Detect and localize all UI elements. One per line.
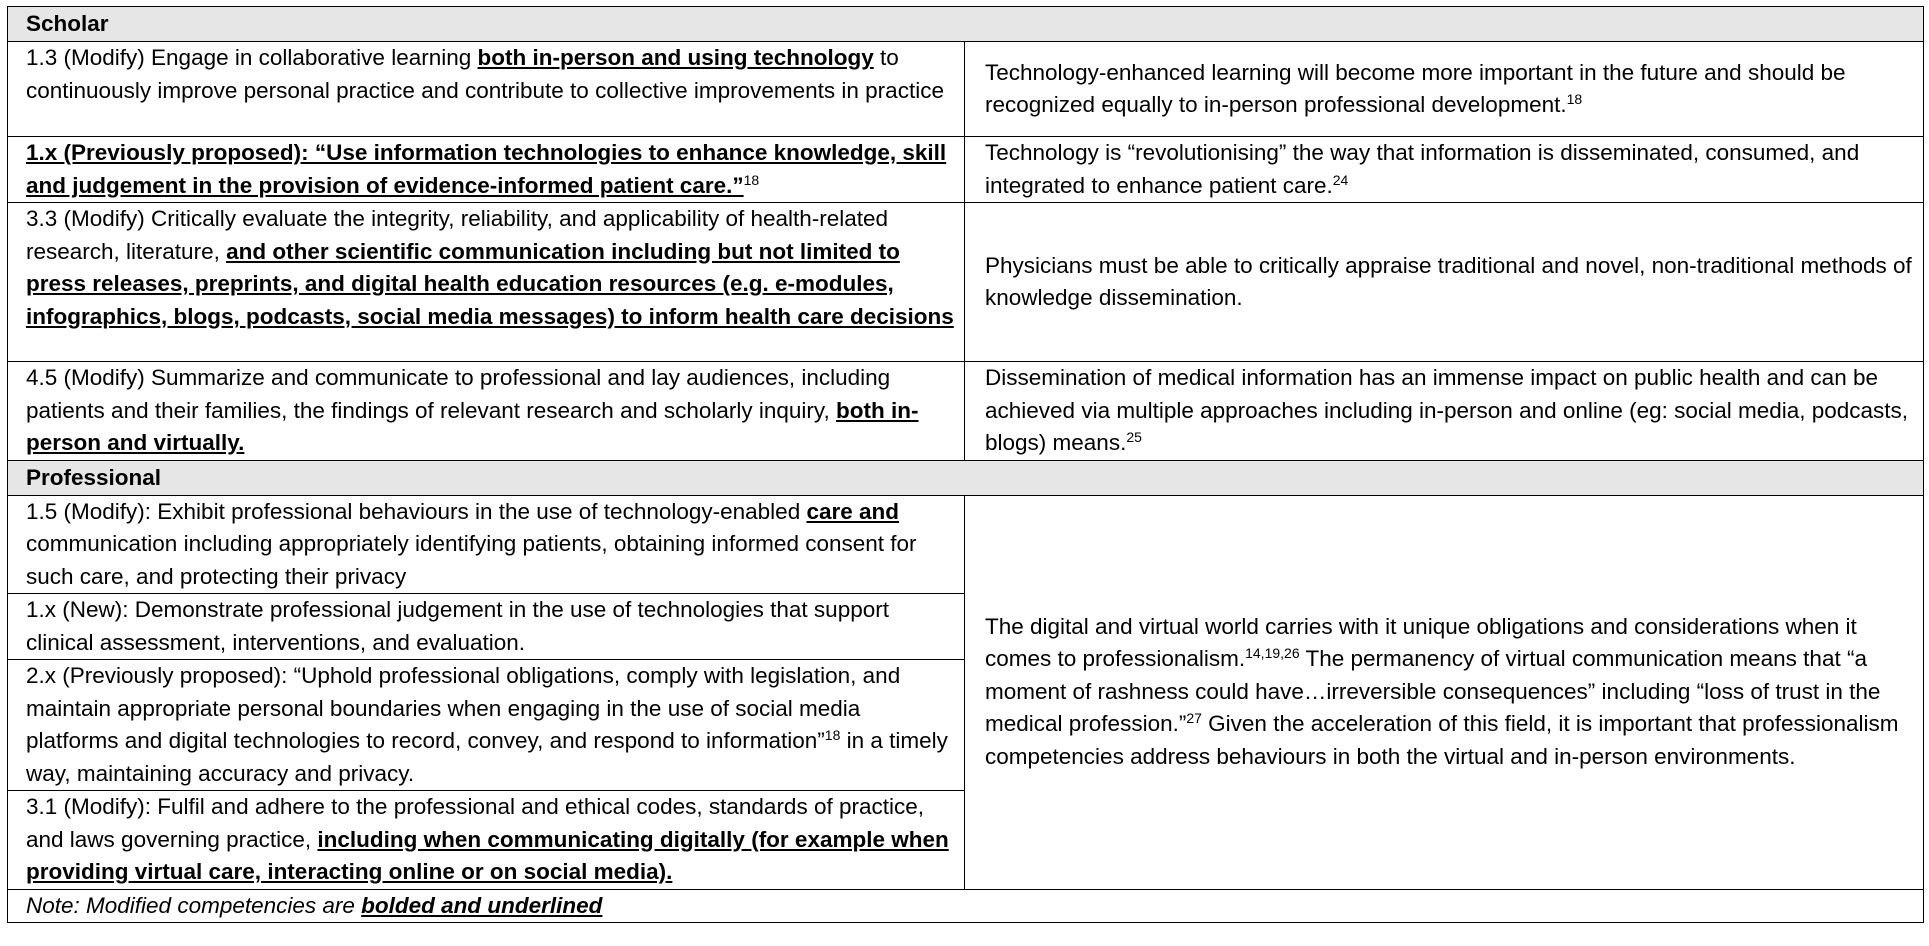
note-prefix: Note: Modified competencies are <box>26 892 362 918</box>
rationale-cell <box>965 495 1924 889</box>
citation-superscript: 25 <box>1126 429 1142 445</box>
section-header-professional <box>8 460 1924 495</box>
text-segment: Technology is “revolutionising” the way that information is disseminated, consumed, and integrated to enhance patient care. <box>985 140 1860 198</box>
citation-superscript: 18 <box>743 171 760 188</box>
text-segment: 4.5 (Modify) Summarize and communicate to professional and lay audiences, including patients and their families, the findings of relevant research and scholarly inquiry, <box>26 365 891 423</box>
competency-cell <box>8 203 965 362</box>
modified-text: care and <box>806 498 900 524</box>
text-segment: 1.3 (Modify) Engage in collaborative learning <box>26 45 478 70</box>
competency-table-wrapper <box>7 6 1923 923</box>
rationale-cell <box>965 203 1924 362</box>
text-segment: Physicians must be able to critically appraise traditional and novel, non-traditional methods of knowledge dissemination. <box>985 252 1912 310</box>
modified-text: and other scientific communication including but not limited to press releases, preprints, and digital health education resources (e.g. e-modules, infographics, blogs, podcasts, social media messages) to inform health care decisions <box>26 238 954 329</box>
note-row <box>8 889 1924 923</box>
modified-text: both in-person and virtually. <box>26 397 919 455</box>
text-segment: communication including appropriately identifying patients, obtaining informed consent for such care, and protecting their privacy <box>26 531 917 589</box>
footnote <box>8 889 1924 923</box>
text-segment: 3.3 (Modify) Critically evaluate the integrity, reliability, and applicability of health-related research, literature, <box>26 206 889 264</box>
competency-cell <box>8 137 965 203</box>
modified-text: 1.x (Previously proposed): “Use information technologies to enhance knowledge, skill and judgement in the provision of evidence-informed patient care.” <box>26 140 947 198</box>
text-segment: Technology-enhanced learning will become more important in the future and should be recognized equally to in-person professional development. <box>985 59 1846 117</box>
text-segment: 1.5 (Modify): Exhibit professional behaviours in the use of technology-enabled <box>26 498 807 524</box>
section-header-scholar <box>8 7 1924 42</box>
competency-cell <box>8 791 965 890</box>
competency-table <box>7 6 1924 923</box>
competency-cell <box>8 42 965 137</box>
citation-superscript: 18 <box>824 727 841 743</box>
table-row <box>8 362 1924 461</box>
rationale-cell <box>965 137 1924 203</box>
modified-text: both in-person and using technology <box>477 45 874 70</box>
text-segment: Given the acceleration of this field, it is important that professionalism competencies address behaviours in both the virtual and in-person environments. <box>985 711 1899 769</box>
text-segment: The permanency of virtual communication means that “a moment of rashness could have…irreversible consequences” including “loss of trust in the medical profession.” <box>985 646 1881 737</box>
table-row <box>8 495 1924 594</box>
text-segment: The digital and virtual world carries with it unique obligations and considerations when it comes to professionalism. <box>985 613 1857 672</box>
table-row <box>8 42 1924 137</box>
text-segment: in a timely way, maintaining accuracy and privacy. <box>26 728 948 786</box>
competency-cell <box>8 495 965 594</box>
rationale-cell <box>965 362 1924 461</box>
table-row <box>8 203 1924 362</box>
competency-cell <box>8 594 965 660</box>
citation-superscript: 27 <box>1186 710 1202 727</box>
section-title-professional: Professional <box>8 460 1924 495</box>
citation-superscript: 18 <box>1566 91 1583 107</box>
section-title-scholar: Scholar <box>8 7 1924 42</box>
citation-superscript: 24 <box>1332 171 1349 188</box>
text-segment: 2.x (Previously proposed): “Uphold professional obligations, comply with legislation, and maintain appropriate personal boundaries when engaging in the use of social media platforms and digital technologies to record, convey, and respond to information” <box>26 663 901 753</box>
table-row <box>8 137 1924 203</box>
citation-superscript: 14,19,26 <box>1245 645 1300 662</box>
rationale-cell <box>965 42 1924 137</box>
text-segment: Dissemination of medical information has an immense impact on public health and can be achieved via multiple approaches including in-person and online (eg: social media, podcasts, blogs) means. <box>985 365 1909 455</box>
text-segment: 3.1 (Modify): Fulfil and adhere to the professional and ethical codes, standards of practice, and laws governing practice, <box>26 794 925 852</box>
modified-text: including when communicating digitally (for example when providing virtual care, interacting online or on social media). <box>26 826 949 884</box>
text-segment: 1.x (New): Demonstrate professional judgement in the use of technologies that support clinical assessment, interventions, and evaluation. <box>26 597 889 655</box>
competency-cell <box>8 362 965 461</box>
note-emphasis: bolded and underlined <box>361 892 603 918</box>
competency-cell <box>8 660 965 791</box>
text-segment: to continuously improve personal practice and contribute to collective improvements in practice <box>26 45 944 103</box>
